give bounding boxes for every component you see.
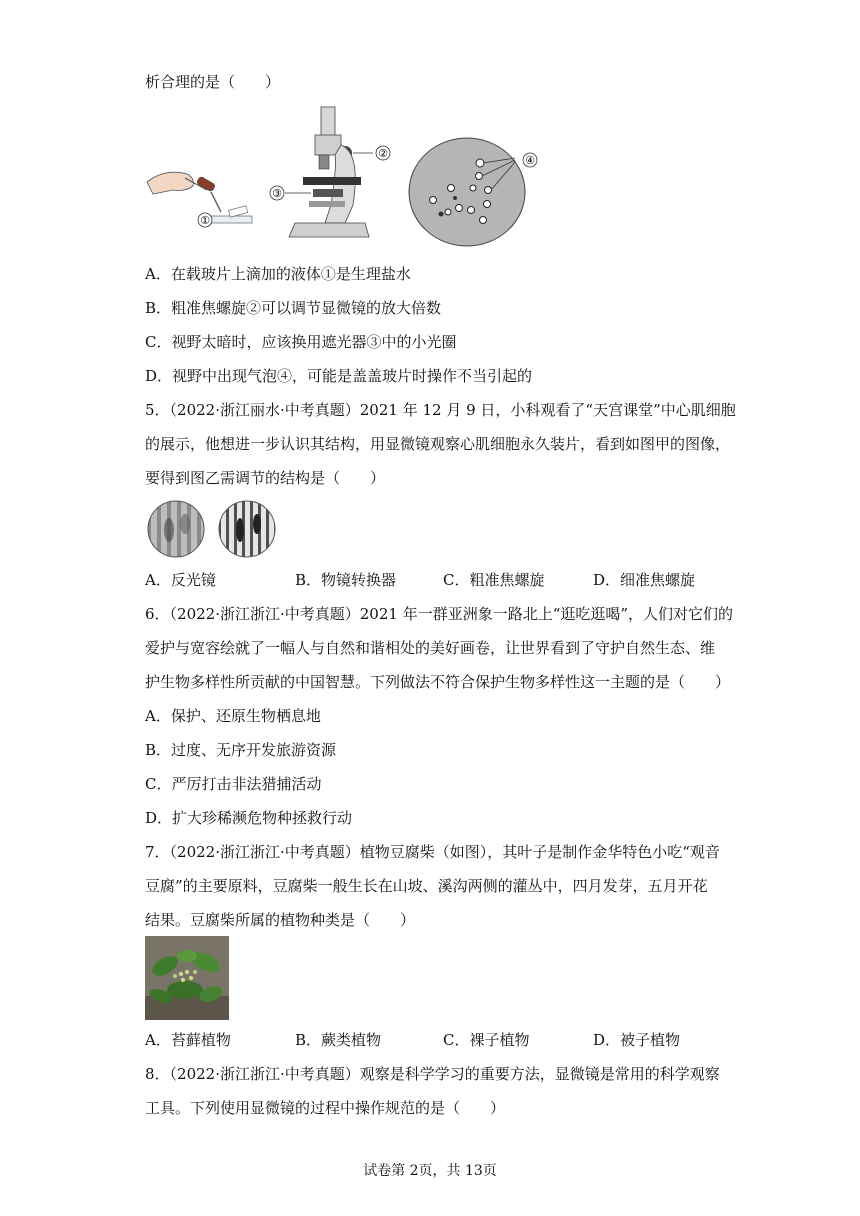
q4-option-d: D．视野中出现气泡④，可能是盖盖玻片时操作不当引起的	[145, 367, 533, 385]
q7-option-b: B．蕨类植物	[295, 1031, 382, 1049]
q5-option-c: C．粗准焦螺旋	[443, 571, 545, 589]
q8-stem-line-2: 工具。下列使用显微镜的过程中操作规范的是（ ）	[145, 1099, 506, 1117]
plant-photo	[145, 936, 229, 1020]
q7-stem-line-2: 豆腐”的主要原料，豆腐柴一般生长在山坡、溪沟两侧的灌丛中，四月发芽，五月开花	[145, 877, 708, 895]
q7-stem-line-3: 结果。豆腐柴所属的植物种类是（ ）	[145, 911, 416, 929]
q8-stem-line-1: 8．（2022·浙江浙江·中考真题）观察是科学学习的重要方法，显微镜是常用的科学观察	[145, 1065, 720, 1083]
q4-option-a: A．在载玻片上滴加的液体①是生理盐水	[145, 265, 411, 283]
label-1: ①	[200, 214, 210, 227]
label-3: ③	[272, 187, 282, 200]
field-of-view-figure	[403, 128, 553, 248]
q6-option-a: A．保护、还原生物栖息地	[145, 707, 321, 725]
q7-stem-line-1: 7．（2022·浙江浙江·中考真题）植物豆腐柴（如图），其叶子是制作金华特色小吃“观音	[145, 843, 720, 861]
microscope-figure	[265, 105, 395, 245]
q5-stem-line-2: 的展示，他想进一步认识其结构，用显微镜观察心肌细胞永久装片，看到如图甲的图像，	[145, 435, 731, 453]
q6-stem-line-2: 爱护与宽容绘就了一幅人与自然和谐相处的美好画卷，让世界看到了守护自然生态、维	[145, 639, 716, 657]
dropper-slide-figure	[145, 160, 255, 235]
microscope-views-figure	[145, 500, 280, 560]
q5-stem-line-1: 5．（2022·浙江丽水·中考真题）2021 年 12 月 9 日，小科观看了“天宫课堂”中心肌细胞	[145, 401, 736, 419]
q6-option-c: C．严厉打击非法猎捕活动	[145, 775, 322, 793]
label-2: ②	[378, 147, 388, 160]
q5-stem-line-3: 要得到图乙需调节的结构是（ ）	[145, 469, 386, 487]
q4-option-c: C．视野太暗时，应该换用遮光器③中的小光圈	[145, 333, 457, 351]
q5-option-b: B．物镜转换器	[295, 571, 397, 589]
q4-option-b: B．粗准焦螺旋②可以调节显微镜的放大倍数	[145, 299, 442, 317]
q6-option-d: D．扩大珍稀濒危物种拯救行动	[145, 809, 353, 827]
q6-stem-line-1: 6．（2022·浙江浙江·中考真题）2021 年一群亚洲象一路北上“逛吃逛喝”，人们对它们的	[145, 605, 734, 623]
q6-option-b: B．过度、无序开发旅游资源	[145, 741, 337, 759]
page-footer: 试卷第 2页，共 13页	[363, 1163, 497, 1179]
q7-option-d: D．被子植物	[593, 1031, 681, 1049]
q5-option-a: A．反光镜	[145, 571, 216, 589]
q7-option-a: A．苔藓植物	[145, 1031, 231, 1049]
q6-stem-line-3: 护生物多样性所贡献的中国智慧。下列做法不符合保护生物多样性这一主题的是（ ）	[145, 673, 731, 691]
label-4: ④	[525, 154, 535, 167]
q7-option-c: C．裸子植物	[443, 1031, 530, 1049]
q5-option-d: D．细准焦螺旋	[593, 571, 696, 589]
q4-stem-tail: 析合理的是（ ）	[145, 73, 281, 91]
